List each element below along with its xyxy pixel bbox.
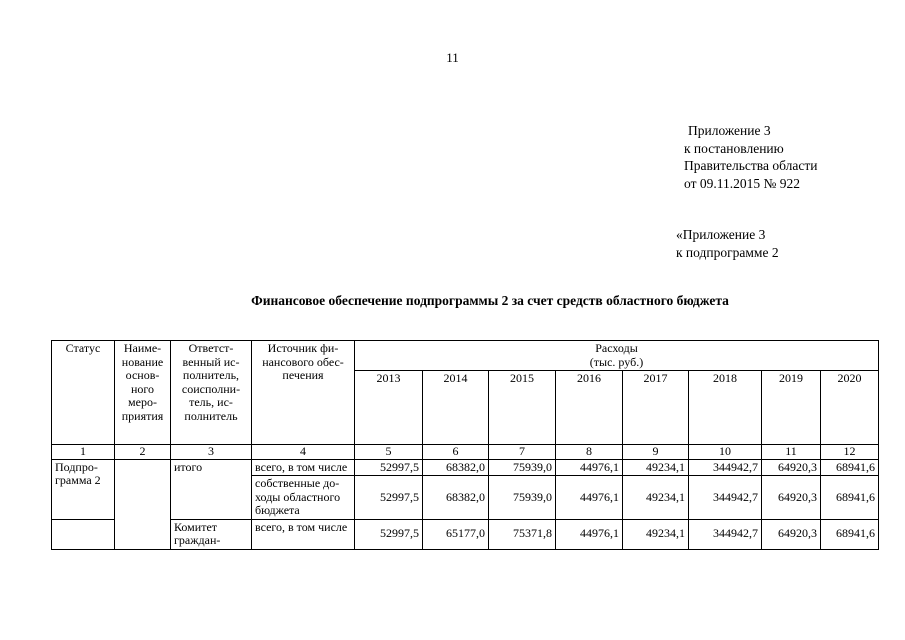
value-cell: 344942,7 [689,476,762,520]
year-header: 2013 [355,371,423,445]
header-source: Источник фи- нансового обес- печения [252,341,355,445]
value-cell: 68941,6 [821,519,879,549]
column-index: 6 [423,445,489,460]
value-cell: 75939,0 [489,476,556,520]
value-cell: 52997,5 [355,459,423,476]
value-cell: 64920,3 [762,476,821,520]
source-cell: всего, в том числе [252,459,355,476]
value-cell: 344942,7 [689,459,762,476]
year-header: 2017 [623,371,689,445]
table-row [52,459,879,476]
year-header: 2014 [423,371,489,445]
value-cell: 44976,1 [556,519,623,549]
value-cell: 344942,7 [689,519,762,549]
column-index: 2 [115,445,171,460]
financing-table [51,340,879,550]
header-status: Статус [52,341,115,445]
year-header: 2015 [489,371,556,445]
year-header: 2019 [762,371,821,445]
appendix-sub-line: «Приложение 3 [676,227,766,242]
value-cell: 68382,0 [423,476,489,520]
header-row [52,341,879,371]
column-index: 4 [252,445,355,460]
column-index: 3 [171,445,252,460]
appendix-header-line: к постановлению [684,140,784,156]
appendix-header [684,122,817,192]
source-cell: собственные до- ходы областного бюджета [252,476,355,520]
appendix-sub-line: к подпрограмме 2 [676,244,779,260]
column-index: 5 [355,445,423,460]
value-cell: 75939,0 [489,459,556,476]
appendix-header-line: Правительства области [684,158,818,173]
header-expenses [355,341,879,371]
responsible-cell: Комитет граждан- [171,519,252,549]
expenses-unit: (тыс. руб.) [589,354,644,369]
expenses-label: Расходы [595,341,638,355]
column-index: 7 [489,445,556,460]
source-cell: всего, в том числе [252,519,355,549]
value-cell: 64920,3 [762,459,821,476]
value-cell: 68941,6 [821,476,879,520]
year-header: 2016 [556,371,623,445]
document-title: Финансовое обеспечение подпрограммы 2 за счет средств областного бюджета [251,293,729,308]
value-cell: 64920,3 [762,519,821,549]
appendix-subheader [676,226,779,261]
column-index: 12 [821,445,879,460]
responsible-cell: итого [171,459,252,519]
name-cell [115,459,171,549]
column-index: 9 [623,445,689,460]
value-cell: 68382,0 [423,459,489,476]
appendix-header-line: от 09.11.2015 № 922 [684,175,800,191]
value-cell: 49234,1 [623,459,689,476]
value-cell: 49234,1 [623,519,689,549]
status-cell: Подпро- грамма 2 [52,459,115,519]
header-name: Наиме- нование основ- ного меро- приятия [115,341,171,445]
header-responsible: Ответст- венный ис- полнитель, соисполни- тель, ис- полнитель [171,341,252,445]
column-index: 11 [762,445,821,460]
year-header: 2020 [821,371,879,445]
value-cell: 75371,8 [489,519,556,549]
appendix-header-line: Приложение 3 [688,123,771,138]
year-header: 2018 [689,371,762,445]
value-cell: 52997,5 [355,476,423,520]
value-cell: 44976,1 [556,476,623,520]
value-cell: 65177,0 [423,519,489,549]
value-cell: 49234,1 [623,476,689,520]
value-cell: 52997,5 [355,519,423,549]
column-index: 8 [556,445,623,460]
value-cell: 68941,6 [821,459,879,476]
page-number: 11 [446,50,459,65]
value-cell: 44976,1 [556,459,623,476]
status-cell [52,519,115,549]
table-row [52,519,879,549]
column-index-row [52,445,879,460]
column-index: 1 [52,445,115,460]
column-index: 10 [689,445,762,460]
